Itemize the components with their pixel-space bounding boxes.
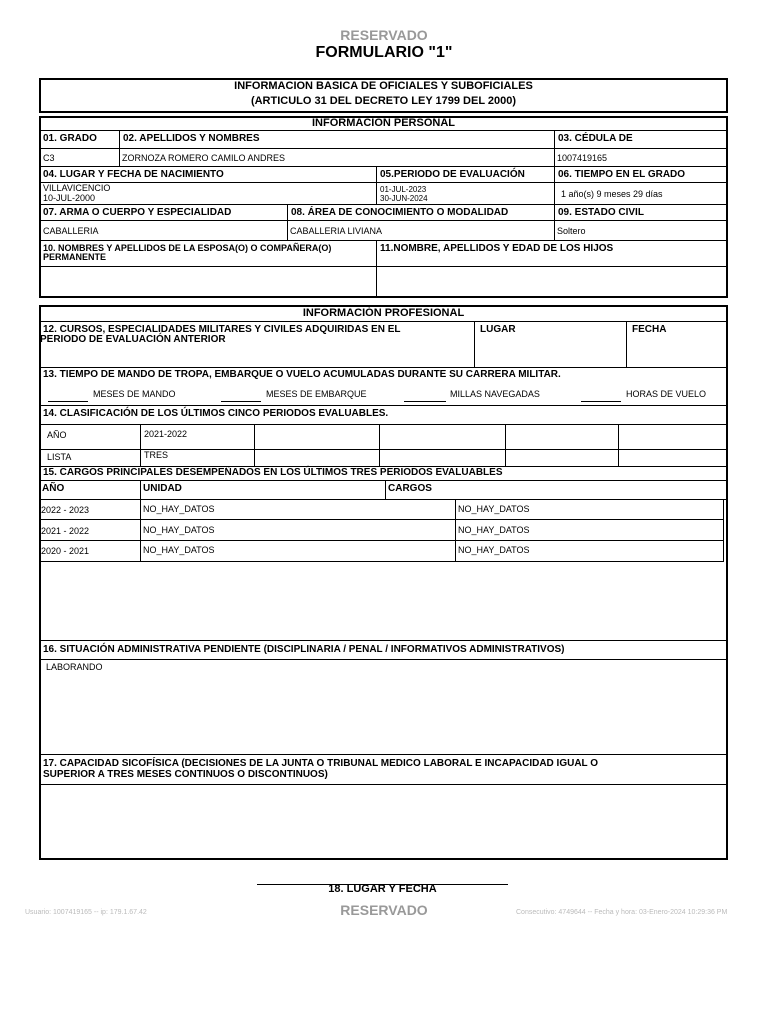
situacion-label: 16. SITUACIÓN ADMINISTRATIVA PENDIENTE (DISCIPLINARIA / PENAL / INFORMATIVOS ADMINISTRATIVOS) bbox=[43, 644, 565, 655]
consecutivo-info: Consecutivo: 4749644 -- Fecha y hora: 03-Enero-2024 10:29:36 PM bbox=[516, 909, 728, 916]
hijos-label: 11.NOMBRE, APELLIDOS Y EDAD DE LOS HIJOS bbox=[380, 243, 614, 254]
cargos-label: 15. CARGOS PRINCIPALES DESEMPEÑADOS EN LOS ÚLTIMOS TRES PERIODOS EVALUABLES bbox=[43, 467, 503, 478]
periodo-fin: 30-JUN-2024 bbox=[380, 194, 428, 203]
col-anio: AÑO bbox=[42, 483, 65, 494]
capacidad-label-2: SUPERIOR A TRES MESES CONTINUOS O DISCONTINUOS) bbox=[43, 769, 328, 780]
capacidad-label-1: 17. CAPACIDAD SICOFÍSICA (DECISIONES DE LA JUNTA O TRIBUNAL MEDICO LABORAL E INCAPACIDAD IGUAL O bbox=[43, 758, 599, 769]
estado-label: 09. ESTADO CIVIL bbox=[558, 207, 644, 218]
lista-value-1: TRES bbox=[144, 450, 169, 460]
title-line-1: INFORMACION BASICA DE OFICIALES Y SUBOFICIALES bbox=[234, 80, 533, 92]
cargo-value: NO_HAY_DATOS bbox=[458, 525, 530, 535]
fecha-label: FECHA bbox=[632, 324, 667, 335]
esposa-label-1: 10. NOMBRES Y APELLIDOS DE LA ESPOSA(O) O COMPAÑERA(O) bbox=[43, 243, 332, 253]
reservado-top: RESERVADO bbox=[340, 27, 428, 43]
anio-value-1: 2021-2022 bbox=[144, 429, 188, 439]
table-row bbox=[40, 500, 724, 520]
meses-mando: MESES DE MANDO bbox=[93, 389, 176, 399]
table-row bbox=[40, 541, 724, 562]
form-title: FORMULARIO "1" bbox=[315, 44, 453, 61]
lugar-fecha-label: 18. LUGAR Y FECHA bbox=[328, 883, 437, 895]
cargo-unidad: NO_HAY_DATOS bbox=[143, 525, 215, 535]
cargo-anio: 2021 - 2022 bbox=[41, 526, 90, 536]
grado-label: 01. GRADO bbox=[43, 133, 97, 144]
cargo-value: NO_HAY_DATOS bbox=[458, 545, 530, 555]
periodo-label: 05.PERIODO DE EVALUACIÓN bbox=[380, 169, 525, 180]
arma-label: 07. ARMA O CUERPO Y ESPECIALIDAD bbox=[43, 207, 232, 218]
tiempo-label: 06. TIEMPO EN EL GRADO bbox=[558, 169, 686, 180]
anio-label: AÑO bbox=[47, 430, 67, 440]
cedula-label: 03. CÉDULA DE bbox=[558, 133, 633, 144]
arma-value: CABALLERIA bbox=[43, 226, 99, 236]
cursos-label-2: PERIODO DE EVALUACIÓN ANTERIOR bbox=[40, 334, 226, 345]
situacion-value: LABORANDO bbox=[46, 662, 103, 672]
lugar-label: LUGAR bbox=[480, 324, 516, 335]
tiempo-mando-label: 13. TIEMPO DE MANDO DE TROPA, EMBARQUE O VUELO ACUMULADAS DURANTE SU CARRERA MILITAR. bbox=[43, 369, 561, 380]
profesional-section-title: INFORMACIÓN PROFESIONAL bbox=[302, 307, 465, 319]
area-label: 08. ÁREA DE CONOCIMIENTO O MODALIDAD bbox=[291, 207, 509, 218]
tiempo-value: 1 año(s) 9 meses 29 días bbox=[561, 189, 663, 199]
cargo-anio: 2022 - 2023 bbox=[41, 505, 90, 515]
esposa-label-2: PERMANENTE bbox=[43, 252, 107, 262]
apellidos-value: ZORNOZA ROMERO CAMILO ANDRES bbox=[122, 153, 286, 163]
col-cargos: CARGOS bbox=[388, 483, 432, 494]
nacimiento-fecha: 10-JUL-2000 bbox=[43, 193, 96, 203]
cargo-anio: 2020 - 2021 bbox=[41, 546, 90, 556]
cargo-value: NO_HAY_DATOS bbox=[458, 504, 530, 514]
cedula-value: 1007419165 bbox=[557, 153, 608, 163]
col-unidad: UNIDAD bbox=[143, 483, 182, 494]
apellidos-label: 02. APELLIDOS Y NOMBRES bbox=[123, 133, 260, 144]
millas-navegadas: MILLAS NAVEGADAS bbox=[450, 389, 540, 399]
clasificacion-label: 14. CLASIFICACIÓN DE LOS ÚLTIMOS CINCO PERIODOS EVALUABLES. bbox=[43, 408, 389, 419]
lista-label: LISTA bbox=[47, 452, 72, 462]
title-line-2: (ARTICULO 31 DEL DECRETO LEY 1799 DEL 2000) bbox=[250, 95, 517, 107]
cargo-unidad: NO_HAY_DATOS bbox=[143, 504, 215, 514]
personal-section-title: INFORMACION PERSONAL bbox=[312, 117, 455, 129]
cursos-label-1: 12. CURSOS, ESPECIALIDADES MILITARES Y CIVILES ADQUIRIDAS EN EL bbox=[43, 324, 401, 335]
nacimiento-label: 04. LUGAR Y FECHA DE NACIMIENTO bbox=[43, 169, 224, 180]
cargo-unidad: NO_HAY_DATOS bbox=[143, 545, 215, 555]
meses-embarque: MESES DE EMBARQUE bbox=[266, 389, 367, 399]
area-value: CABALLERIA LIVIANA bbox=[290, 226, 383, 236]
reservado-bottom: RESERVADO bbox=[340, 902, 428, 918]
nacimiento-lugar: VILLAVICENCIO bbox=[43, 183, 111, 193]
usuario-info: Usuario: 1007419165 -- ip: 179.1.67.42 bbox=[25, 909, 147, 916]
grado-value: C3 bbox=[43, 153, 55, 163]
table-row bbox=[40, 520, 724, 541]
estado-value: Soltero bbox=[557, 226, 586, 236]
periodo-inicio: 01-JUL-2023 bbox=[380, 185, 427, 194]
horas-vuelo: HORAS DE VUELO bbox=[626, 389, 707, 399]
